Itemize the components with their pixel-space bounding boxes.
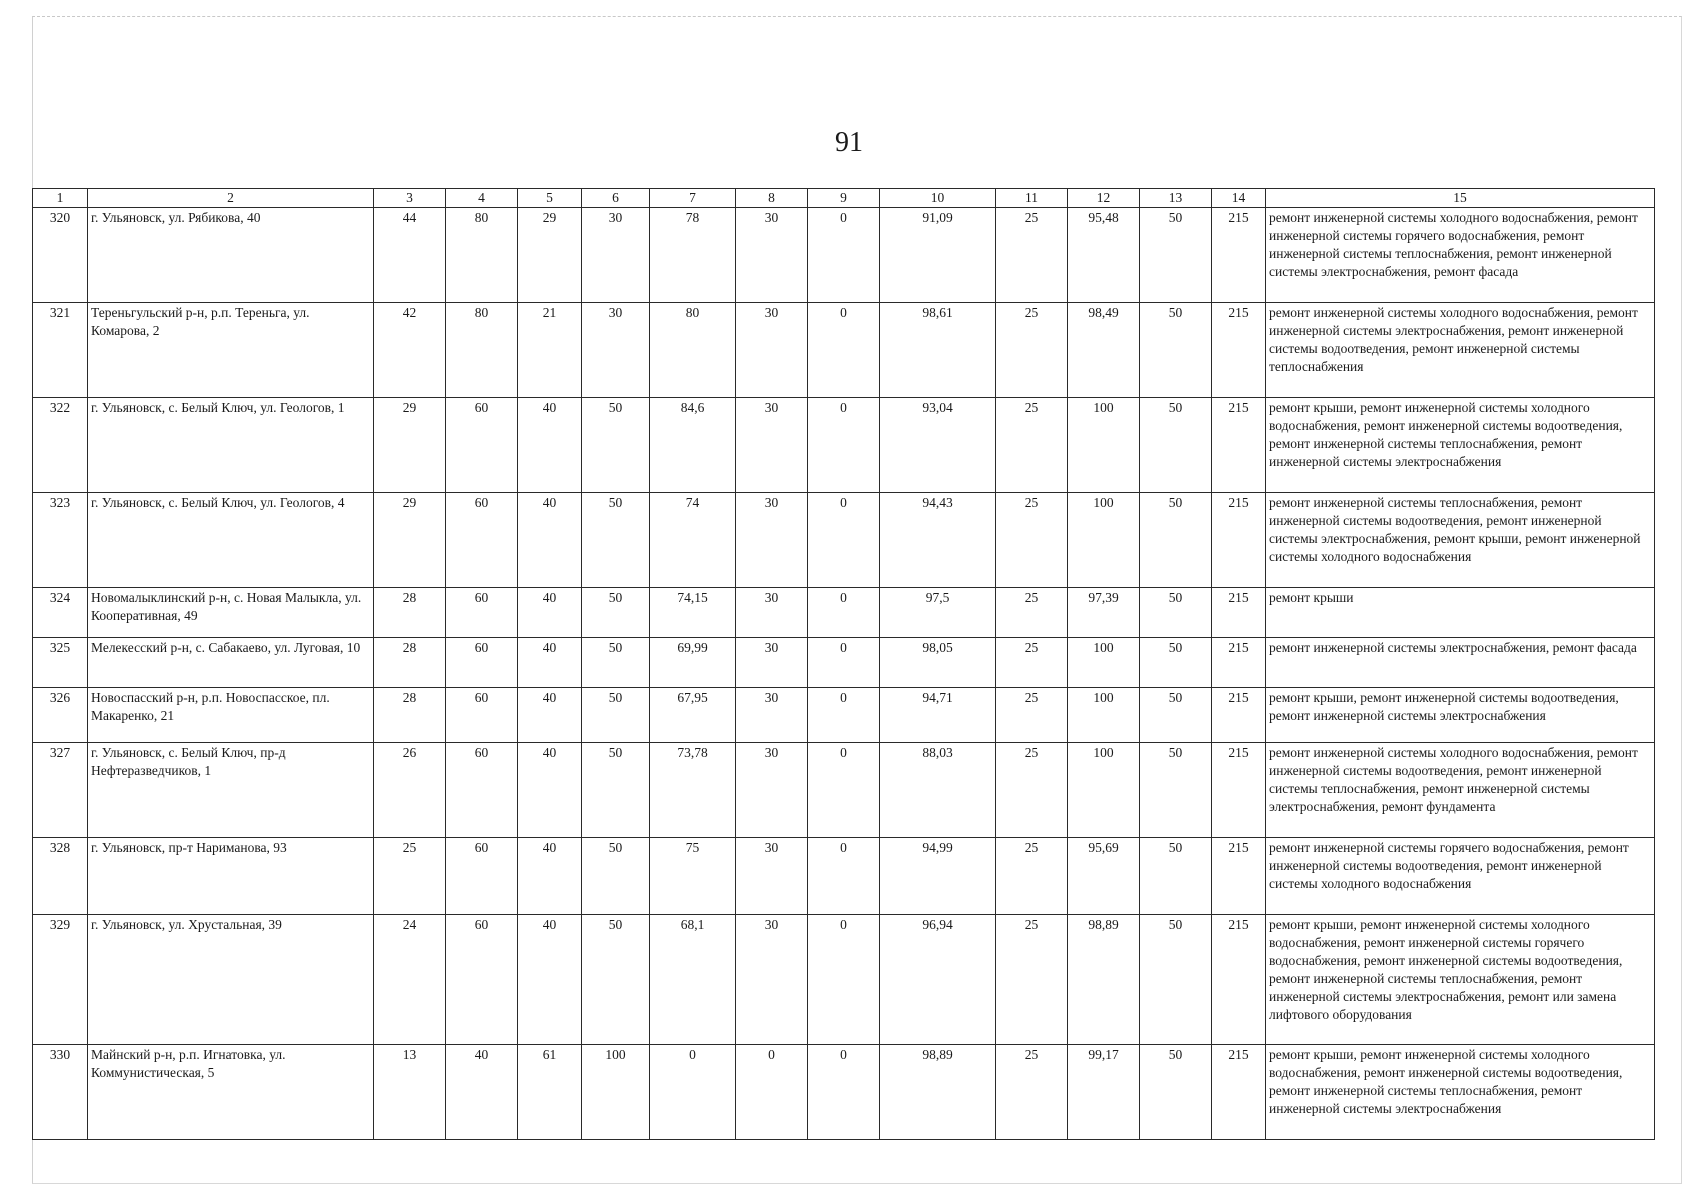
value-cell: 50	[582, 743, 650, 838]
value-cell: 30	[736, 688, 808, 743]
value-cell: 0	[808, 588, 880, 638]
table-row	[33, 588, 1655, 638]
value-cell: 100	[1068, 638, 1140, 688]
value-cell: 30	[736, 638, 808, 688]
value-cell: 25	[996, 638, 1068, 688]
value-cell: 0	[808, 688, 880, 743]
row-number: 328	[33, 838, 88, 915]
works-cell: ремонт инженерной системы горячего водоснабжения, ремонт инженерной системы водоотведения, ремонт инженерной системы холодного водоснабжения	[1266, 838, 1655, 915]
value-cell: 30	[736, 838, 808, 915]
value-cell: 25	[996, 838, 1068, 915]
column-header: 4	[446, 189, 518, 208]
value-cell: 100	[1068, 743, 1140, 838]
column-header: 12	[1068, 189, 1140, 208]
table-row	[33, 303, 1655, 398]
value-cell: 50	[1140, 303, 1212, 398]
value-cell: 215	[1212, 915, 1266, 1045]
value-cell: 75	[650, 838, 736, 915]
value-cell: 29	[374, 493, 446, 588]
address-cell: Тереньгульский р-н, р.п. Тереньга, ул. Комарова, 2	[88, 303, 374, 398]
column-header: 9	[808, 189, 880, 208]
table-row	[33, 493, 1655, 588]
address-cell: г. Ульяновск, ул. Рябикова, 40	[88, 208, 374, 303]
value-cell: 0	[736, 1045, 808, 1140]
value-cell: 30	[736, 588, 808, 638]
value-cell: 60	[446, 493, 518, 588]
value-cell: 0	[808, 743, 880, 838]
value-cell: 94,99	[880, 838, 996, 915]
value-cell: 29	[518, 208, 582, 303]
value-cell: 80	[446, 208, 518, 303]
value-cell: 40	[446, 1045, 518, 1140]
value-cell: 40	[518, 915, 582, 1045]
value-cell: 74,15	[650, 588, 736, 638]
works-cell: ремонт крыши, ремонт инженерной системы холодного водоснабжения, ремонт инженерной системы горячего водоснабжения, ремонт инженерной системы водоотведения, ремонт инженерной системы теплоснабжения, ремонт инженерной системы электроснабжения, ремонт или замена лифтового оборудования	[1266, 915, 1655, 1045]
value-cell: 97,5	[880, 588, 996, 638]
value-cell: 30	[736, 493, 808, 588]
address-cell: г. Ульяновск, пр-т Нариманова, 93	[88, 838, 374, 915]
address-cell: г. Ульяновск, с. Белый Ключ, ул. Геологов, 4	[88, 493, 374, 588]
row-number: 323	[33, 493, 88, 588]
works-cell: ремонт крыши, ремонт инженерной системы водоотведения, ремонт инженерной системы электроснабжения	[1266, 688, 1655, 743]
value-cell: 0	[808, 915, 880, 1045]
value-cell: 29	[374, 398, 446, 493]
value-cell: 40	[518, 493, 582, 588]
value-cell: 98,89	[880, 1045, 996, 1140]
value-cell: 61	[518, 1045, 582, 1140]
value-cell: 74	[650, 493, 736, 588]
table-row	[33, 688, 1655, 743]
works-cell: ремонт инженерной системы электроснабжения, ремонт фасада	[1266, 638, 1655, 688]
value-cell: 40	[518, 743, 582, 838]
value-cell: 25	[996, 208, 1068, 303]
value-cell: 60	[446, 838, 518, 915]
value-cell: 215	[1212, 208, 1266, 303]
value-cell: 68,1	[650, 915, 736, 1045]
value-cell: 91,09	[880, 208, 996, 303]
value-cell: 0	[808, 303, 880, 398]
value-cell: 50	[1140, 688, 1212, 743]
repair-schedule-table	[32, 188, 1655, 1140]
works-cell: ремонт крыши, ремонт инженерной системы холодного водоснабжения, ремонт инженерной системы водоотведения, ремонт инженерной системы теплоснабжения, ремонт инженерной системы электроснабжения	[1266, 1045, 1655, 1140]
works-cell: ремонт инженерной системы теплоснабжения, ремонт инженерной системы водоотведения, ремонт инженерной системы электроснабжения, ремонт крыши, ремонт инженерной системы холодного водоснабжения	[1266, 493, 1655, 588]
column-header: 14	[1212, 189, 1266, 208]
value-cell: 21	[518, 303, 582, 398]
value-cell: 100	[582, 1045, 650, 1140]
value-cell: 50	[582, 688, 650, 743]
column-header: 11	[996, 189, 1068, 208]
value-cell: 25	[996, 688, 1068, 743]
value-cell: 0	[808, 208, 880, 303]
table-row	[33, 838, 1655, 915]
value-cell: 25	[996, 398, 1068, 493]
value-cell: 50	[1140, 838, 1212, 915]
row-number: 320	[33, 208, 88, 303]
value-cell: 30	[736, 208, 808, 303]
value-cell: 44	[374, 208, 446, 303]
value-cell: 60	[446, 398, 518, 493]
table-row	[33, 743, 1655, 838]
value-cell: 215	[1212, 838, 1266, 915]
address-cell: Мелекесский р-н, с. Сабакаево, ул. Луговая, 10	[88, 638, 374, 688]
address-cell: г. Ульяновск, ул. Хрустальная, 39	[88, 915, 374, 1045]
value-cell: 30	[736, 915, 808, 1045]
value-cell: 0	[650, 1045, 736, 1140]
value-cell: 60	[446, 743, 518, 838]
column-header: 8	[736, 189, 808, 208]
value-cell: 215	[1212, 688, 1266, 743]
value-cell: 67,95	[650, 688, 736, 743]
value-cell: 30	[736, 398, 808, 493]
value-cell: 215	[1212, 398, 1266, 493]
value-cell: 50	[582, 638, 650, 688]
value-cell: 0	[808, 398, 880, 493]
column-header: 13	[1140, 189, 1212, 208]
value-cell: 97,39	[1068, 588, 1140, 638]
value-cell: 100	[1068, 688, 1140, 743]
table-row	[33, 398, 1655, 493]
value-cell: 78	[650, 208, 736, 303]
value-cell: 96,94	[880, 915, 996, 1045]
value-cell: 25	[996, 588, 1068, 638]
value-cell: 0	[808, 838, 880, 915]
value-cell: 28	[374, 638, 446, 688]
value-cell: 50	[1140, 1045, 1212, 1140]
value-cell: 50	[1140, 915, 1212, 1045]
column-header: 7	[650, 189, 736, 208]
value-cell: 95,69	[1068, 838, 1140, 915]
value-cell: 0	[808, 638, 880, 688]
value-cell: 73,78	[650, 743, 736, 838]
value-cell: 25	[996, 743, 1068, 838]
column-header: 10	[880, 189, 996, 208]
column-header: 5	[518, 189, 582, 208]
row-number: 325	[33, 638, 88, 688]
address-cell: г. Ульяновск, с. Белый Ключ, пр-д Нефтеразведчиков, 1	[88, 743, 374, 838]
value-cell: 0	[808, 493, 880, 588]
works-cell: ремонт инженерной системы холодного водоснабжения, ремонт инженерной системы электроснабжения, ремонт инженерной системы водоотведения, ремонт инженерной системы теплоснабжения	[1266, 303, 1655, 398]
value-cell: 50	[1140, 588, 1212, 638]
value-cell: 215	[1212, 743, 1266, 838]
column-header: 15	[1266, 189, 1655, 208]
table-row	[33, 638, 1655, 688]
column-header: 6	[582, 189, 650, 208]
table-row	[33, 1045, 1655, 1140]
row-number: 324	[33, 588, 88, 638]
value-cell: 88,03	[880, 743, 996, 838]
value-cell: 60	[446, 638, 518, 688]
value-cell: 25	[996, 1045, 1068, 1140]
works-cell: ремонт инженерной системы холодного водоснабжения, ремонт инженерной системы водоотведения, ремонт инженерной системы теплоснабжения, ремонт инженерной системы электроснабжения, ремонт фундамента	[1266, 743, 1655, 838]
value-cell: 60	[446, 915, 518, 1045]
column-header: 1	[33, 189, 88, 208]
value-cell: 80	[446, 303, 518, 398]
value-cell: 215	[1212, 638, 1266, 688]
value-cell: 69,99	[650, 638, 736, 688]
table-row	[33, 915, 1655, 1045]
row-number: 326	[33, 688, 88, 743]
value-cell: 94,43	[880, 493, 996, 588]
value-cell: 215	[1212, 303, 1266, 398]
value-cell: 25	[996, 303, 1068, 398]
value-cell: 42	[374, 303, 446, 398]
value-cell: 50	[582, 493, 650, 588]
value-cell: 25	[996, 493, 1068, 588]
row-number: 329	[33, 915, 88, 1045]
value-cell: 98,49	[1068, 303, 1140, 398]
value-cell: 50	[1140, 743, 1212, 838]
value-cell: 99,17	[1068, 1045, 1140, 1140]
value-cell: 30	[582, 208, 650, 303]
value-cell: 40	[518, 688, 582, 743]
value-cell: 40	[518, 588, 582, 638]
value-cell: 24	[374, 915, 446, 1045]
value-cell: 50	[582, 398, 650, 493]
value-cell: 26	[374, 743, 446, 838]
value-cell: 40	[518, 638, 582, 688]
value-cell: 50	[1140, 638, 1212, 688]
value-cell: 215	[1212, 588, 1266, 638]
table-row	[33, 208, 1655, 303]
row-number: 330	[33, 1045, 88, 1140]
value-cell: 50	[1140, 208, 1212, 303]
value-cell: 50	[1140, 398, 1212, 493]
value-cell: 215	[1212, 493, 1266, 588]
value-cell: 30	[736, 743, 808, 838]
value-cell: 40	[518, 398, 582, 493]
value-cell: 25	[996, 915, 1068, 1045]
address-cell: Новомалыклинский р-н, с. Новая Малыкла, ул. Кооперативная, 49	[88, 588, 374, 638]
value-cell: 93,04	[880, 398, 996, 493]
value-cell: 215	[1212, 1045, 1266, 1140]
column-number-row	[33, 189, 1655, 208]
value-cell: 100	[1068, 398, 1140, 493]
value-cell: 13	[374, 1045, 446, 1140]
value-cell: 98,89	[1068, 915, 1140, 1045]
column-header: 2	[88, 189, 374, 208]
value-cell: 40	[518, 838, 582, 915]
value-cell: 25	[374, 838, 446, 915]
table-body	[33, 208, 1655, 1140]
row-number: 322	[33, 398, 88, 493]
row-number: 327	[33, 743, 88, 838]
value-cell: 50	[582, 838, 650, 915]
value-cell: 60	[446, 588, 518, 638]
value-cell: 95,48	[1068, 208, 1140, 303]
page-number: 91	[835, 127, 863, 158]
works-cell: ремонт инженерной системы холодного водоснабжения, ремонт инженерной системы горячего водоснабжения, ремонт инженерной системы теплоснабжения, ремонт инженерной системы электроснабжения, ремонт фасада	[1266, 208, 1655, 303]
value-cell: 50	[582, 588, 650, 638]
column-header: 3	[374, 189, 446, 208]
address-cell: Новоспасский р-н, р.п. Новоспасское, пл. Макаренко, 21	[88, 688, 374, 743]
works-cell: ремонт крыши	[1266, 588, 1655, 638]
works-cell: ремонт крыши, ремонт инженерной системы холодного водоснабжения, ремонт инженерной системы водоотведения, ремонт инженерной системы теплоснабжения, ремонт инженерной системы электроснабжения	[1266, 398, 1655, 493]
value-cell: 84,6	[650, 398, 736, 493]
value-cell: 98,05	[880, 638, 996, 688]
address-cell: г. Ульяновск, с. Белый Ключ, ул. Геологов, 1	[88, 398, 374, 493]
row-number: 321	[33, 303, 88, 398]
value-cell: 60	[446, 688, 518, 743]
value-cell: 94,71	[880, 688, 996, 743]
value-cell: 100	[1068, 493, 1140, 588]
value-cell: 80	[650, 303, 736, 398]
value-cell: 30	[736, 303, 808, 398]
value-cell: 28	[374, 688, 446, 743]
value-cell: 0	[808, 1045, 880, 1140]
value-cell: 28	[374, 588, 446, 638]
value-cell: 50	[582, 915, 650, 1045]
value-cell: 98,61	[880, 303, 996, 398]
address-cell: Майнский р-н, р.п. Игнатовка, ул. Коммунистическая, 5	[88, 1045, 374, 1140]
value-cell: 30	[582, 303, 650, 398]
value-cell: 50	[1140, 493, 1212, 588]
